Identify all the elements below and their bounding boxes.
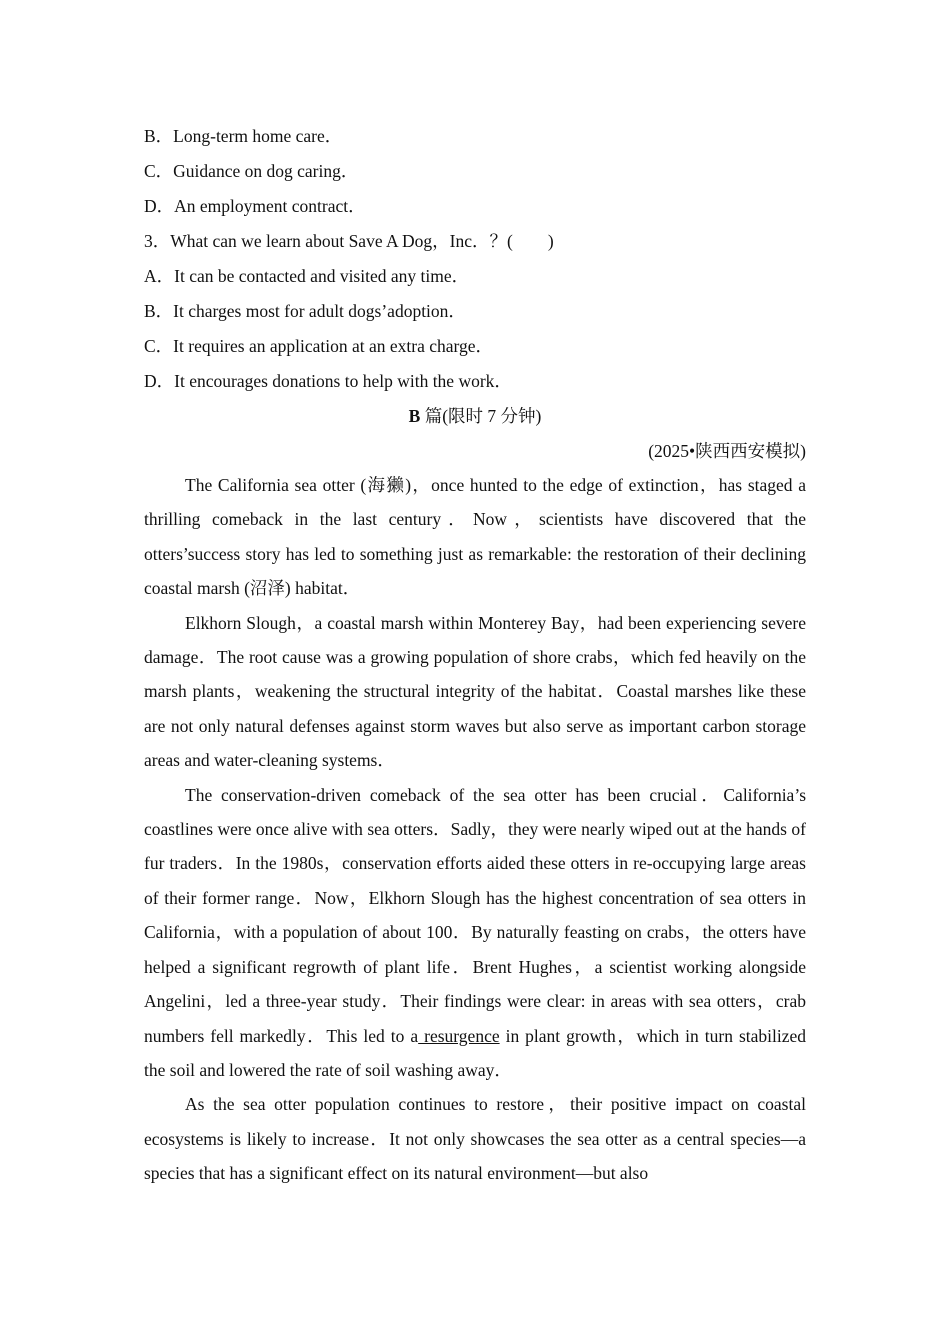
q3-option-a: A．It can be contacted and visited any time． xyxy=(144,266,470,286)
section-label: B xyxy=(408,406,421,426)
q3-option-c: C．It requires an application at an extra charge． xyxy=(144,336,494,356)
section-title xyxy=(144,399,806,434)
q3-option-d: D．It encourages donations to help with the work． xyxy=(144,371,512,391)
paragraph-3-text-before: The conservation-driven comeback of the sea otter has been crucial．California’s coastlines were once alive with sea otters．Sadly，they were nearly wiped out at the hands of fur traders．In the 1980s，conservation efforts aided these otters in re-occupying large areas of their former range．Now，Elkhorn Slough has the highest concentration of sea otters in California，with a population of about 100．By naturally feasting on crabs，the otters have helped a significant regrowth of plant life．Brent Hughes，a scientist working alongside Angelini，led a three-year study．Their findings were clear: in areas with sea otters，crab numbers fell markedly．This led to a xyxy=(144,784,806,1046)
passage-paragraph-3 xyxy=(144,778,806,1088)
paragraph-3-text-after: in plant growth，which in turn stabilized the soil and lowered the rate of soil washing away． xyxy=(144,1025,807,1080)
section-source: (2025•陕西西安模拟) xyxy=(648,441,806,461)
passage-paragraph-2: Elkhorn Slough，a coastal marsh within Monterey Bay，had been experiencing severe damage．The root cause was a growing population of shore crabs，which fed heavily on the marsh plants，weakening the structural integrity of the habitat．Coastal marshes like these are not only natural defenses against storm waves but also serve as important carbon storage areas and water-cleaning systems． xyxy=(144,612,806,771)
document-page xyxy=(144,119,806,1191)
section-title-text: 篇(限时 7 分钟) xyxy=(424,406,542,426)
q3-option-b: B．It charges most for adult dogs’adoption． xyxy=(144,301,466,321)
passage-paragraph-1: The California sea otter (海獭)，once hunted to the edge of extinction，has staged a thrilling comeback in the last century．Now，scientists have discovered that the otters’success story has led to something just as remarkable: the restoration of their declining coastal marsh (沼泽) habitat． xyxy=(144,475,806,599)
q2-option-d: D．An employment contract． xyxy=(144,196,366,216)
q2-option-c: C．Guidance on dog caring． xyxy=(144,161,359,181)
q3-stem: 3．What can we learn about Save A Dog，Inc．？( ) xyxy=(144,231,554,251)
passage-paragraph-4: As the sea otter population continues to restore，their positive impact on coastal ecosystems is likely to increase．It not only showcases the sea otter as a central species—a species that has a significant effect on its natural environment—but also xyxy=(144,1094,806,1184)
underlined-word: resurgence xyxy=(418,1025,500,1046)
q2-option-b: B．Long-term home care． xyxy=(144,126,343,146)
